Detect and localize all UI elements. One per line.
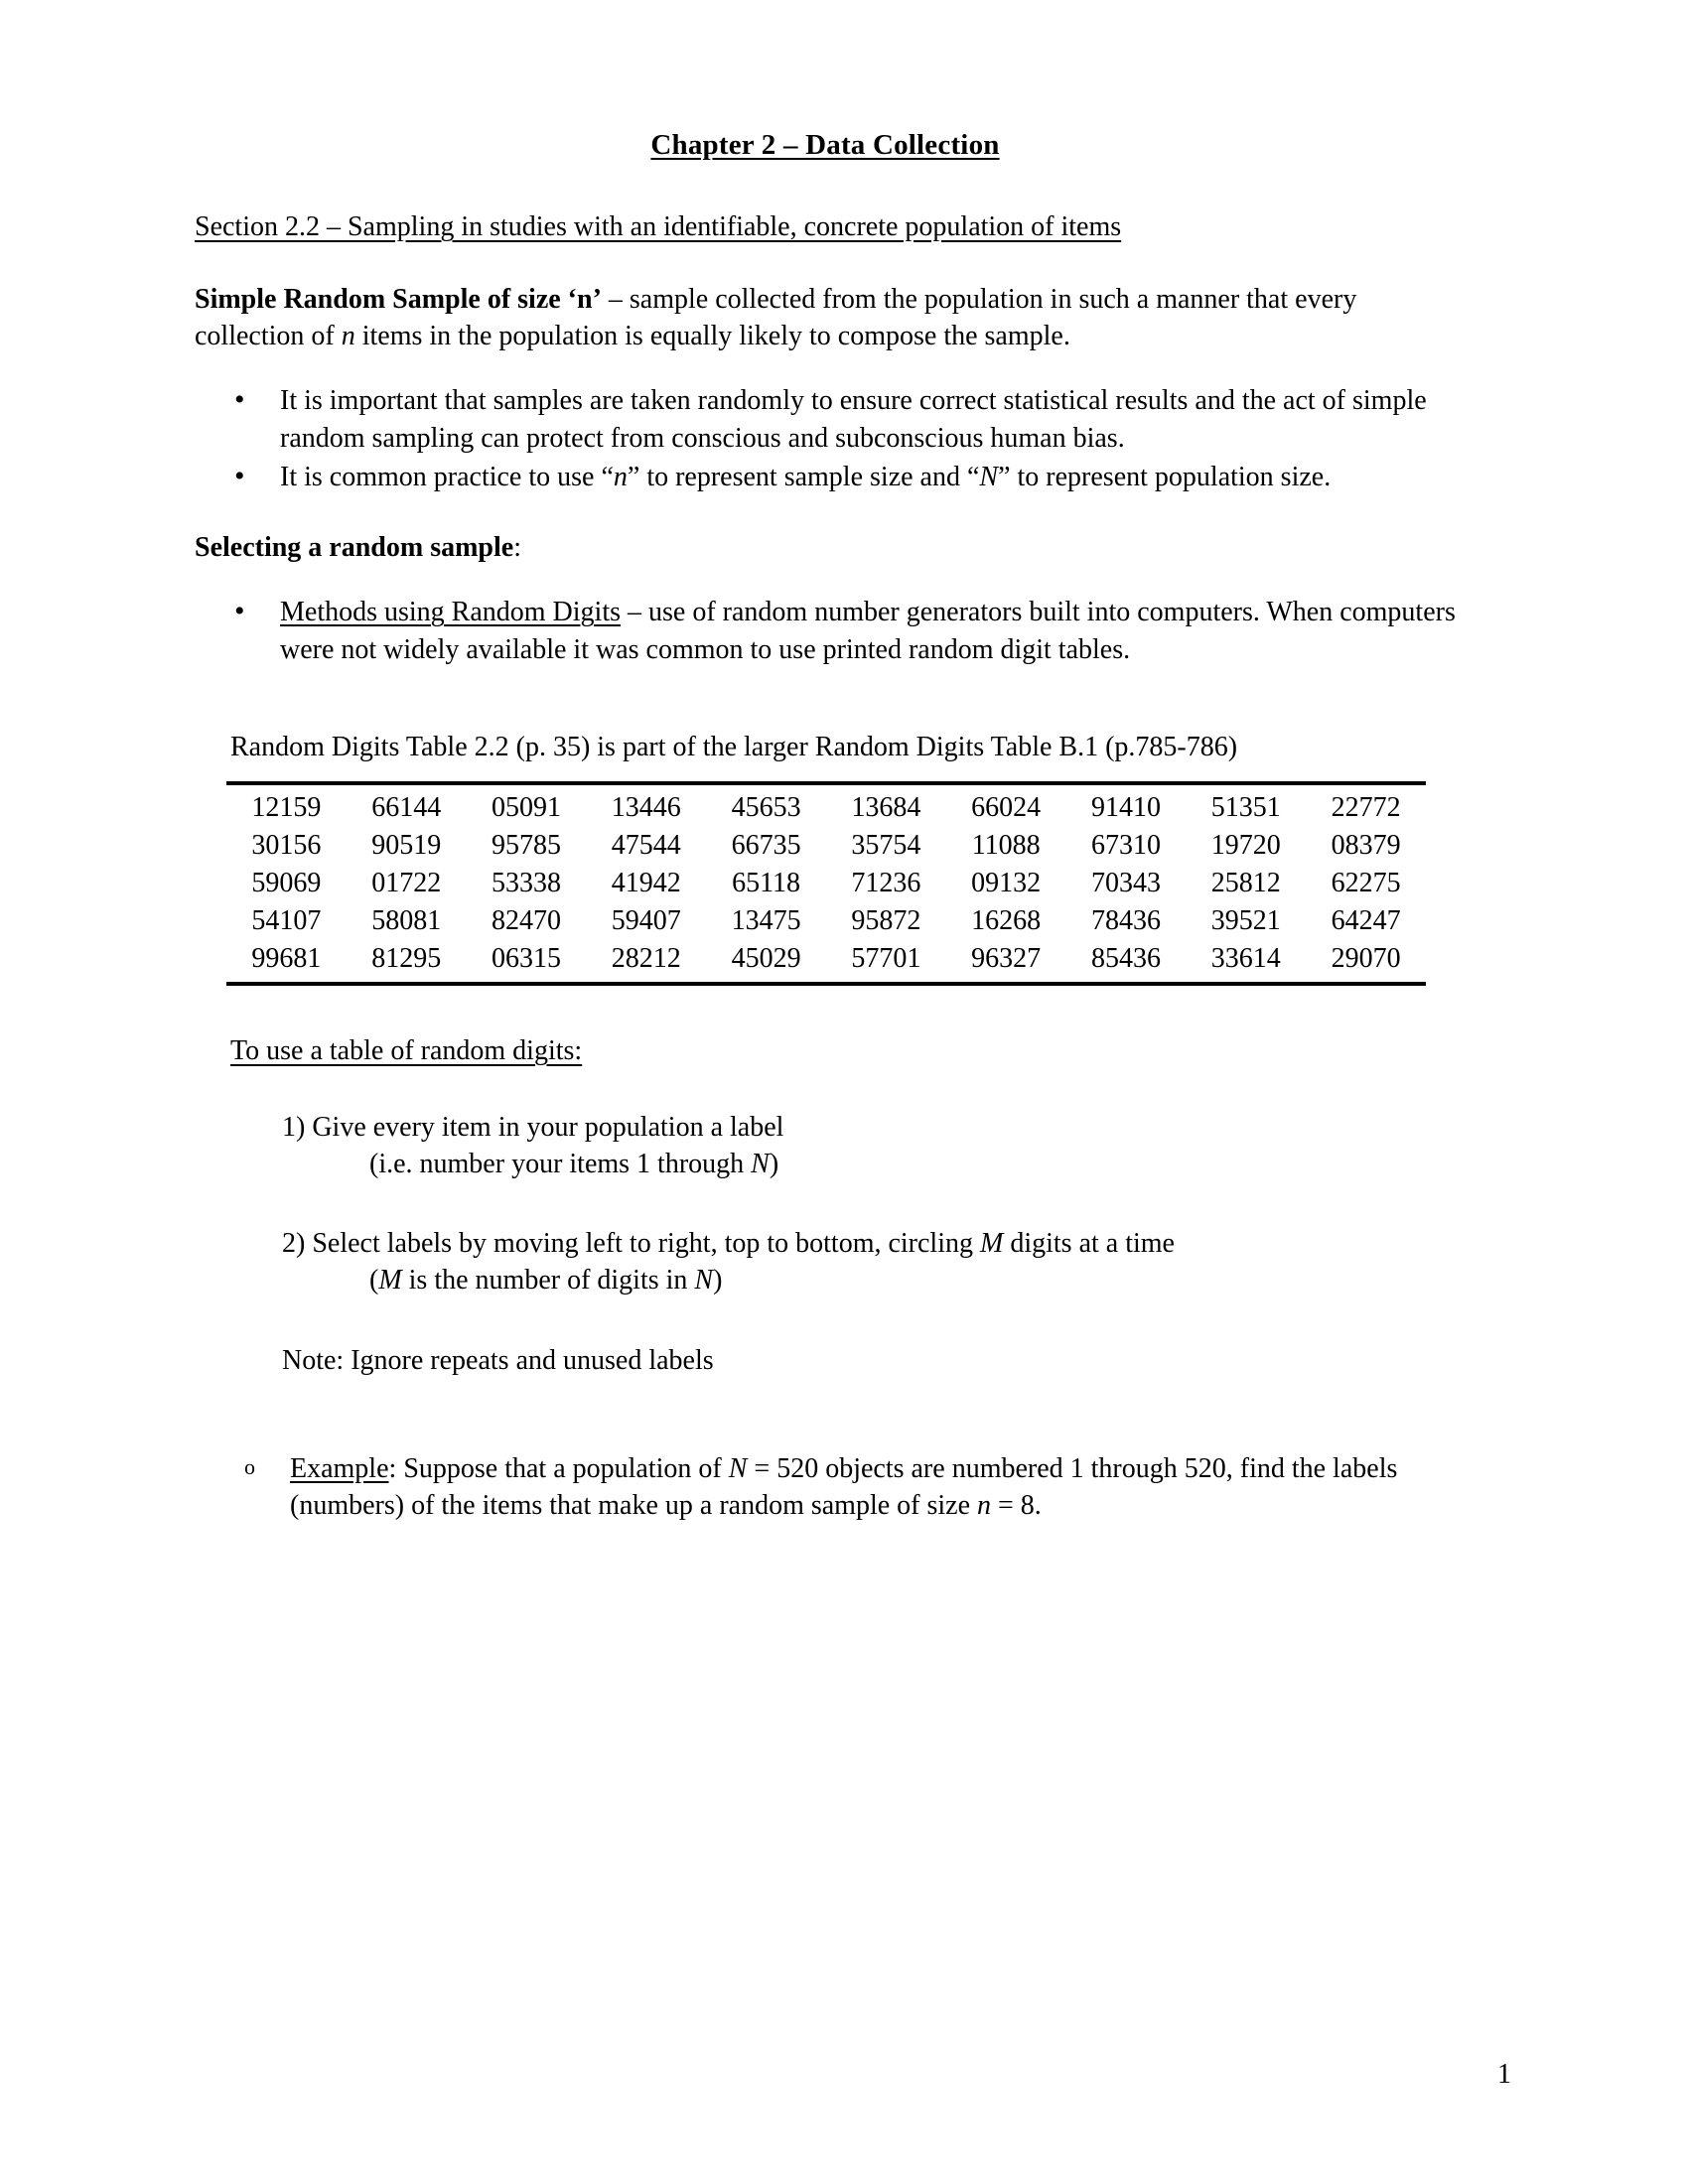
table-cell: 95872: [851, 904, 921, 936]
table-row: [226, 827, 1426, 865]
table-cell: 25812: [1210, 867, 1281, 898]
table-cell: 22772: [1331, 791, 1401, 823]
example-text-suffix: = 8.: [991, 1490, 1042, 1522]
table-cell: 90519: [371, 829, 442, 861]
circle-bullet-icon: o: [244, 1453, 255, 1479]
table-cell: 51351: [1210, 791, 1281, 823]
table-cell: 45653: [731, 791, 801, 823]
table-row: [226, 940, 1426, 984]
usage-step-2-sub-italic-N: N: [694, 1265, 714, 1297]
table-cell: 53338: [491, 867, 561, 898]
table-cell: 47544: [611, 829, 681, 861]
page-title-text: Chapter 2 – Data Collection: [650, 129, 1000, 161]
table-cell: 66144: [371, 791, 442, 823]
table-row: [226, 902, 1426, 940]
table-cell: 41942: [611, 867, 681, 898]
table-cell: 06315: [491, 942, 561, 974]
table-cell: 09132: [971, 867, 1042, 898]
table-cell: 71236: [851, 867, 921, 898]
table-cell: 54107: [251, 904, 322, 936]
table-cell: 78436: [1090, 904, 1161, 936]
list-item: [195, 594, 1456, 667]
table-cell: 59407: [611, 904, 681, 936]
method-body: – use of random number generators built into computers. When computers were not widely available it was common to use printed random digit tables.: [280, 597, 1456, 665]
table-cell: 45029: [731, 942, 801, 974]
table-cell: 67310: [1090, 829, 1161, 861]
table-cell: 85436: [1090, 942, 1161, 974]
table-cell: 16268: [971, 904, 1042, 936]
list-item: [195, 459, 1456, 495]
usage-step-2-sub-prefix: (: [369, 1265, 379, 1297]
table-cell: 12159: [251, 791, 322, 823]
methods-bullet-list: [195, 594, 1456, 667]
usage-step-2-sub-italic-M: M: [378, 1265, 402, 1297]
table-cell: 58081: [371, 904, 442, 936]
random-digits-table-body: [226, 783, 1426, 984]
usage-step-2-italic-M: M: [980, 1227, 1004, 1259]
bullet-italic-n: n: [613, 461, 628, 492]
bullet-text-prefix: It is common practice to use “: [280, 461, 614, 492]
table-cell: 08379: [1331, 829, 1401, 861]
table-cell: 13684: [851, 791, 921, 823]
table-cell: 19720: [1210, 829, 1281, 861]
definition-paragraph: [195, 281, 1456, 354]
table-cell: 39521: [1210, 904, 1281, 936]
usage-step-1-sub: [282, 1146, 1456, 1183]
table-row: [226, 865, 1426, 902]
definition-term: Simple Random Sample of size ‘n’: [195, 284, 602, 315]
bullet-text-mid: ” to represent sample size and “: [627, 461, 980, 492]
table-cell: 81295: [371, 942, 442, 974]
bullet-italic-N: N: [979, 461, 999, 492]
bullet-icon: •: [234, 459, 245, 492]
usage-step-2-main-prefix: 2) Select labels by moving left to right, top to bottom, circling: [282, 1227, 980, 1259]
page-content: [195, 129, 1456, 1526]
example-label: Example: [290, 1452, 389, 1484]
usage-step-2: [195, 1225, 1456, 1299]
method-label: Methods using Random Digits: [280, 597, 622, 628]
table-cell: 57701: [851, 942, 921, 974]
usage-step-2-main-suffix: digits at a time: [1003, 1227, 1175, 1259]
usage-step-2-sub: [282, 1262, 1456, 1299]
table-cell: 66024: [971, 791, 1042, 823]
table-cell: 70343: [1090, 867, 1161, 898]
selecting-heading: [195, 529, 1456, 566]
table-cell: 05091: [491, 791, 561, 823]
table-cell: 64247: [1331, 904, 1401, 936]
random-digits-table: [226, 781, 1426, 986]
table-cell: 66735: [731, 829, 801, 861]
table-cell: 13446: [611, 791, 681, 823]
definition-body-2: items in the population is equally likely to compose the sample.: [354, 321, 1070, 352]
bullet-text: It is important that samples are taken randomly to ensure correct statistical results and the act of simple random sampling can protect from conscious and subconscious human bias.: [280, 385, 1427, 454]
definition-dash: –: [601, 284, 630, 315]
usage-step-1-main: 1) Give every item in your population a label: [282, 1111, 784, 1143]
page-title: [195, 129, 1456, 164]
table-row: [226, 783, 1426, 827]
example-colon: :: [388, 1452, 404, 1484]
usage-step-1-sub-prefix: (i.e. number your items 1 through: [369, 1149, 752, 1180]
table-cell: 95785: [491, 829, 561, 861]
usage-step-2-sub-suffix: ): [713, 1265, 723, 1297]
example-bullet-list: [195, 1450, 1456, 1524]
table-cell: 30156: [251, 829, 322, 861]
section-heading-row: [195, 164, 1456, 243]
table-cell: 35754: [851, 829, 921, 861]
usage-step-2-sub-mid: is the number of digits in: [401, 1265, 695, 1297]
example-text-prefix: Suppose that a population of: [403, 1452, 729, 1484]
usage-heading: To use a table of random digits:: [230, 1034, 583, 1066]
table-cell: 96327: [971, 942, 1042, 974]
table-cell: 01722: [371, 867, 442, 898]
table-cell: 29070: [1331, 942, 1401, 974]
table-cell: 13475: [731, 904, 801, 936]
table-caption: Random Digits Table 2.2 (p. 35) is part of the larger Random Digits Table B.1 (p.785-786): [230, 731, 1238, 762]
table-cell: 11088: [971, 829, 1041, 861]
bullet-text-suffix: ” to represent population size.: [998, 461, 1332, 492]
usage-step-1-sub-suffix: ): [769, 1149, 779, 1180]
definition-body-1: sample collected from the population in such a manner that every collection of: [195, 284, 1357, 352]
selecting-heading-colon: :: [513, 532, 521, 564]
example-italic-n: n: [977, 1490, 992, 1522]
usage-step-1: [195, 1109, 1456, 1183]
definition-italic-n: n: [341, 321, 355, 352]
page-number: 1: [1497, 2059, 1511, 2090]
table-cell: 28212: [611, 942, 681, 974]
table-cell: 99681: [251, 942, 322, 974]
bullet-icon: •: [234, 595, 245, 628]
example-text-mid: = 520 objects are numbered 1 through 520, find the labels (numbers) of the items that make up a random sample of size: [290, 1452, 1398, 1522]
random-digits-table-wrapper: [195, 781, 1456, 986]
usage-note: Note: Ignore repeats and unused labels: [282, 1344, 714, 1376]
list-item: [195, 382, 1456, 456]
section-heading: Section 2.2 – Sampling in studies with an identifiable, concrete population of items: [195, 211, 1122, 242]
bullet-icon: •: [234, 383, 245, 417]
table-cell: 65118: [732, 867, 801, 898]
table-cell: 59069: [251, 867, 322, 898]
table-cell: 82470: [491, 904, 561, 936]
example-italic-N: N: [728, 1452, 748, 1484]
usage-heading-row: [195, 1035, 1456, 1067]
table-cell: 91410: [1090, 791, 1161, 823]
table-cell: 33614: [1210, 942, 1281, 974]
list-item: [195, 1450, 1456, 1524]
intro-bullet-list: [195, 382, 1456, 495]
table-cell: 62275: [1331, 867, 1401, 898]
usage-step-1-sub-italic: N: [751, 1149, 770, 1180]
selecting-heading-bold: Selecting a random sample: [195, 532, 514, 564]
